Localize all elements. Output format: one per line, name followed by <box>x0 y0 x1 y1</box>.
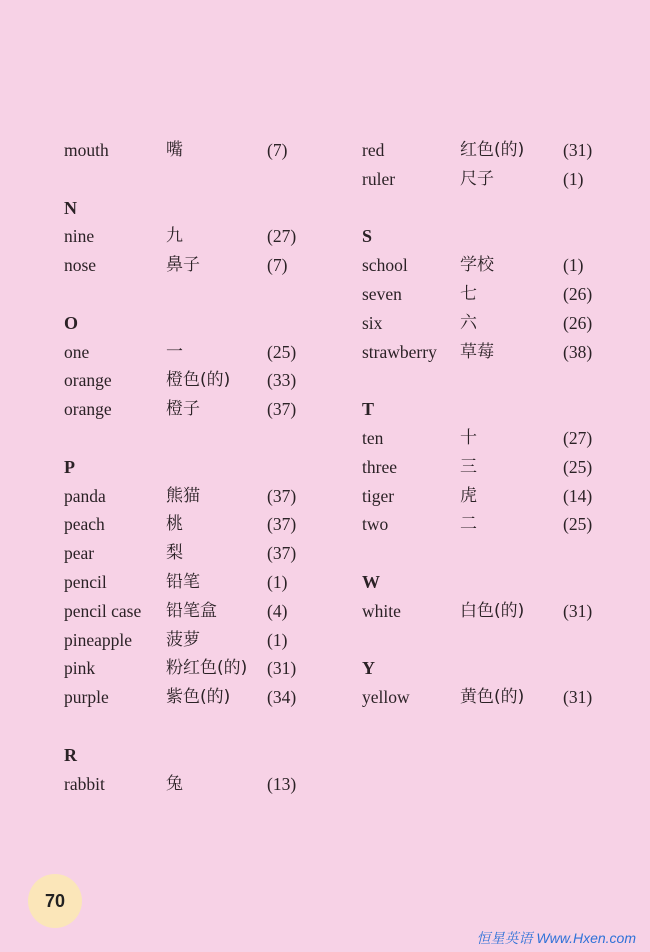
page-reference: (27) <box>563 428 593 448</box>
page-reference: (1) <box>563 168 584 189</box>
page-reference: (13) <box>267 773 297 794</box>
english-word: orange <box>64 399 112 420</box>
english-word: pencil <box>64 572 107 592</box>
english-word: pink <box>64 658 96 679</box>
page-reference: (14) <box>563 485 593 506</box>
chinese-meaning: 七 <box>460 284 477 304</box>
page-reference: (31) <box>563 600 593 621</box>
english-word: two <box>362 514 389 535</box>
english-word: rabbit <box>64 773 105 794</box>
chinese-meaning: 铅笔 <box>166 572 200 592</box>
english-word: pencil case <box>64 600 142 621</box>
chinese-meaning: 二 <box>460 514 477 535</box>
english-word: one <box>64 341 90 362</box>
chinese-meaning: 学校 <box>460 255 494 276</box>
english-word: white <box>362 600 401 621</box>
chinese-meaning: 粉红色(的) <box>166 658 248 679</box>
english-word: tiger <box>362 485 395 506</box>
page-reference: (26) <box>563 312 593 333</box>
chinese-meaning: 草莓 <box>460 341 494 362</box>
english-word: school <box>362 255 408 276</box>
chinese-meaning: 梨 <box>166 543 183 564</box>
chinese-meaning: 铅笔盒 <box>166 600 217 621</box>
chinese-meaning: 虎 <box>460 485 477 506</box>
english-word: red <box>362 140 385 160</box>
chinese-meaning: 鼻子 <box>166 255 200 276</box>
page-reference: (37) <box>267 399 297 420</box>
page-reference: (26) <box>563 284 593 304</box>
english-word: panda <box>64 485 106 506</box>
chinese-meaning: 六 <box>460 312 477 333</box>
english-word: orange <box>64 370 112 391</box>
chinese-meaning: 九 <box>166 226 183 247</box>
section-letter: S <box>362 226 373 247</box>
chinese-meaning: 熊猫 <box>166 485 200 506</box>
page-reference: (1) <box>267 629 288 650</box>
page-reference: (25) <box>267 341 297 362</box>
page-number: 70 <box>28 874 82 928</box>
page-reference: (34) <box>267 687 297 708</box>
page-reference: (4) <box>267 600 288 621</box>
english-word: ruler <box>362 168 396 189</box>
chinese-meaning: 兔 <box>166 773 183 794</box>
section-letter: P <box>64 456 75 477</box>
section-letter: R <box>64 744 77 765</box>
page-reference: (1) <box>563 255 584 276</box>
english-word: pineapple <box>64 629 133 650</box>
section-letter: T <box>362 399 375 420</box>
site-watermark: 恒星英语 Www.Hxen.com <box>476 930 636 946</box>
english-word: six <box>362 312 383 333</box>
chinese-meaning: 嘴 <box>166 140 183 160</box>
page-reference: (31) <box>563 140 593 160</box>
section-letter: N <box>64 197 77 218</box>
page-reference: (37) <box>267 543 297 564</box>
page-reference: (27) <box>267 226 297 247</box>
chinese-meaning: 三 <box>460 456 477 477</box>
english-word: three <box>362 456 397 477</box>
english-word: mouth <box>64 140 109 160</box>
english-word: strawberry <box>362 341 437 362</box>
english-word: peach <box>64 514 105 535</box>
english-word: pear <box>64 543 95 564</box>
chinese-meaning: 黄色(的) <box>460 687 525 708</box>
page-reference: (31) <box>563 687 593 708</box>
english-word: purple <box>64 687 109 708</box>
english-word: yellow <box>362 687 410 708</box>
section-letter: Y <box>362 658 375 679</box>
chinese-meaning: 桃 <box>166 514 183 535</box>
english-word: nine <box>64 226 95 247</box>
chinese-meaning: 尺子 <box>460 168 494 189</box>
page-reference: (7) <box>267 255 288 276</box>
page-reference: (1) <box>267 572 288 592</box>
english-word: ten <box>362 428 384 448</box>
chinese-meaning: 橙色(的) <box>166 370 231 391</box>
chinese-meaning: 一 <box>166 341 183 362</box>
page-reference: (33) <box>267 370 297 391</box>
chinese-meaning: 白色(的) <box>460 600 525 621</box>
chinese-meaning: 菠萝 <box>166 629 200 650</box>
section-letter: O <box>64 312 79 333</box>
page-reference: (25) <box>563 456 593 477</box>
page-reference: (7) <box>267 140 288 160</box>
page-reference: (37) <box>267 485 297 506</box>
chinese-meaning: 橙子 <box>166 399 200 420</box>
chinese-meaning: 红色(的) <box>460 140 525 160</box>
english-word: seven <box>362 284 402 304</box>
page-reference: (31) <box>267 658 297 679</box>
page-reference: (25) <box>563 514 593 535</box>
page-reference: (38) <box>563 341 593 362</box>
chinese-meaning: 十 <box>460 428 477 448</box>
english-word: nose <box>64 255 97 276</box>
chinese-meaning: 紫色(的) <box>166 687 231 708</box>
page-reference: (37) <box>267 514 297 535</box>
section-letter: W <box>362 572 380 592</box>
